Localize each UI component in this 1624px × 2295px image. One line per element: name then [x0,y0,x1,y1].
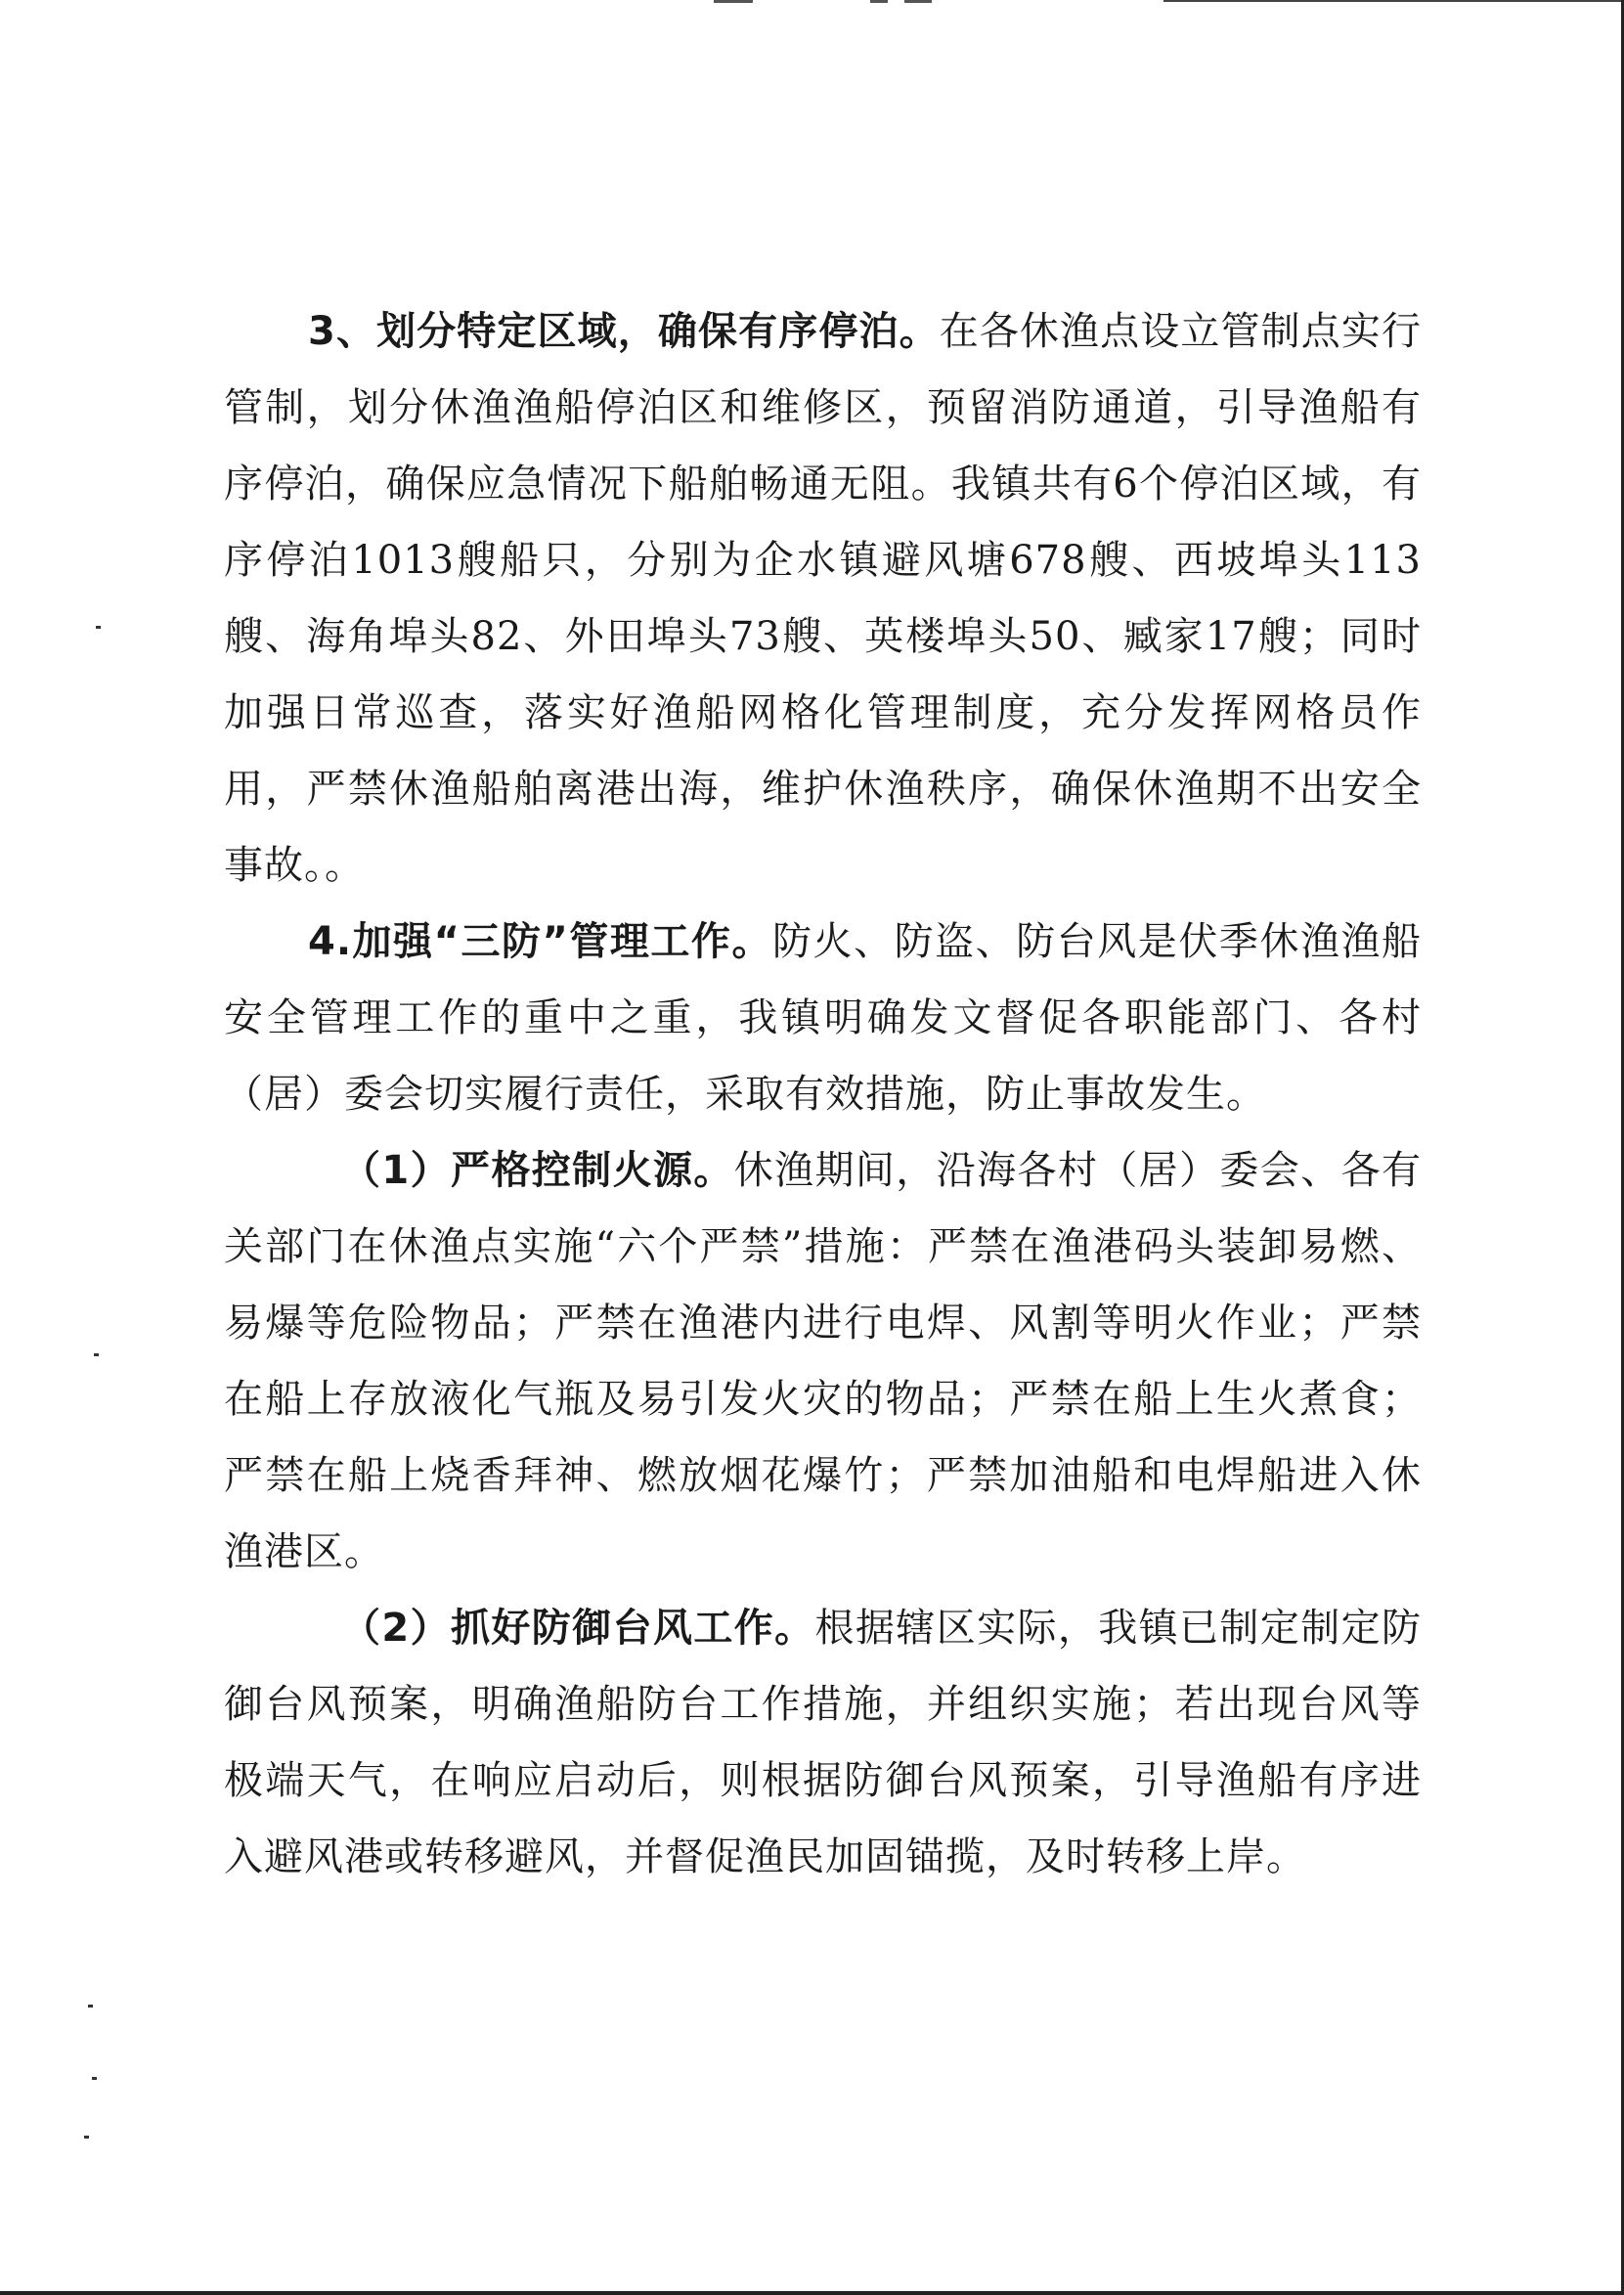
paragraph-section-3 [224,293,1422,904]
paragraph-heading: （1）严格控制火源。 [341,1148,734,1193]
paragraph-subsection-2 [224,1590,1422,1895]
margin-mark [96,626,101,629]
paragraph-heading: 3、划分特定区域，确保有序停泊。 [308,309,940,354]
paragraph-section-4 [224,904,1422,1132]
paragraph-subsection-1 [224,1132,1422,1590]
page-border-top [1163,0,1624,2]
paragraph-body: 在各休渔点设立管制点实行管制，划分休渔渔船停泊区和维修区，预留消防通道，引导渔船有序停泊，确保应急情况下船舶畅通无阻。我镇共有6个停泊区域，有序停泊1013艘船只，分别为企水镇避风塘678艘、西坡埠头113艘、海角埠头82、外田埠头73艘、英楼埠头50、臧家17艘；同时加强日常巡查，落实好渔船网格化管理制度，充分发挥网格员作用，严禁休渔船舶离港出海，维护休渔秩序，确保休渔期不出安全事故。。 [224,309,1422,888]
margin-mark [84,2136,89,2139]
scan-speck [870,0,888,3]
paragraph-body: 休渔期间，沿海各村（居）委会、各有关部门在休渔点实施“六个严禁”措施：严禁在渔港码头装卸易燃、易爆等危险物品；严禁在渔港内进行电焊、风割等明火作业；严禁在船上存放液化气瓶及易引发火灾的物品；严禁在船上生火煮食；严禁在船上烧香拜神、燃放烟花爆竹；严禁加油船和电焊船进入休渔港区。 [224,1148,1422,1574]
scan-speck [714,0,753,3]
page-border-bottom [0,2291,1624,2295]
margin-mark [94,1353,99,1356]
margin-mark [88,2005,93,2008]
margin-mark [92,2077,97,2080]
document-body [224,293,1422,1895]
paragraph-body: 根据辖区实际，我镇已制定制定防御台风预案，明确渔船防台工作措施，并组织实施；若出现台风等极端天气，在响应启动后，则根据防御台风预案，引导渔船有序进入避风港或转移避风，并督促渔民加固锚揽，及时转移上岸。 [224,1606,1422,1879]
paragraph-body: 防火、防盗、防台风是伏季休渔渔船安全管理工作的重中之重，我镇明确发文督促各职能部门、各村（居）委会切实履行责任，采取有效措施，防止事故发生。 [224,919,1423,1117]
scan-speck [904,0,932,3]
paragraph-heading: 4.加强“三防”管理工作。 [308,919,773,964]
paragraph-heading: （2）抓好防御台风工作。 [341,1606,815,1651]
